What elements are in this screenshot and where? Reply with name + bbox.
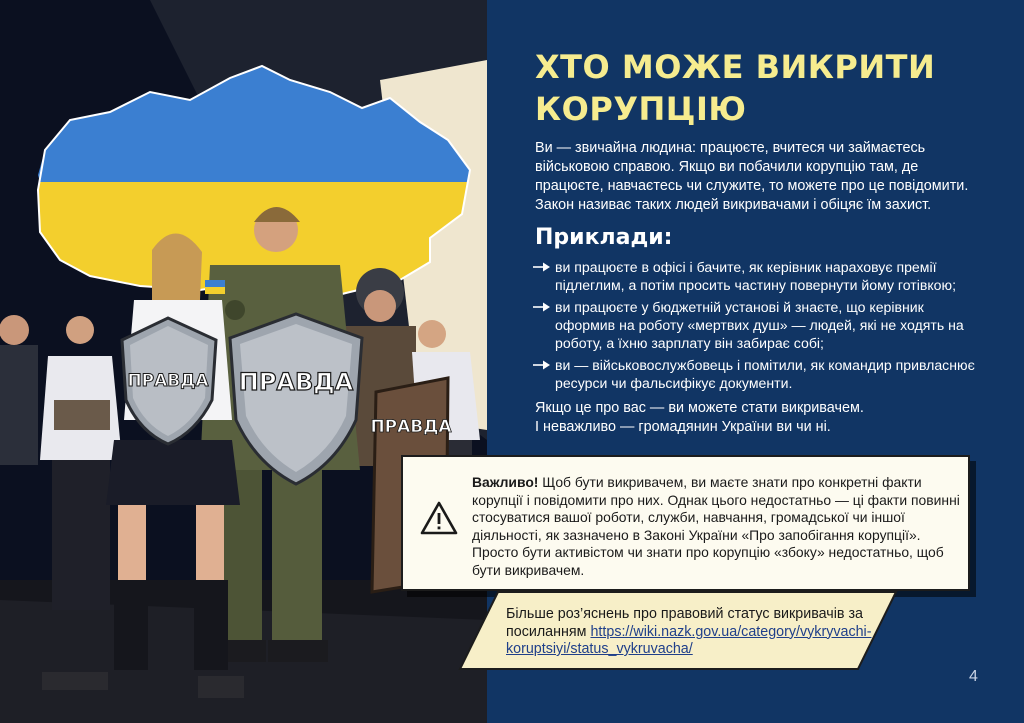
example-text: ви — військовослужбовець і помітили, як командир привласнює ресурси чи фальсифікує документи.	[555, 357, 975, 391]
notice-text	[472, 474, 962, 580]
examples-heading: Приклади:	[535, 225, 673, 250]
comic-illustration	[0, 0, 487, 723]
outro-paragraph	[535, 399, 975, 437]
arrow-bullet-icon	[533, 261, 551, 273]
notice-strong: Важливо!	[472, 474, 539, 490]
example-item	[531, 258, 976, 294]
important-notice	[401, 455, 970, 591]
outro-line-1: Якщо це про вас — ви можете стати викривачем.	[535, 400, 864, 416]
page-title: ХТО МОЖЕ ВИКРИТИ КОРУПЦІЮ	[535, 48, 936, 128]
link-prefix: Більше роз’яснень про правовий статус викривачів за посиланням	[506, 606, 863, 640]
example-item	[531, 356, 976, 392]
illustration-scene	[0, 0, 487, 723]
warning-triangle-icon	[420, 501, 458, 535]
example-text: ви працюєте в офісі і бачите, як керівник нараховує премії підлеглим, а потім просить частину повернути йому готівкою;	[555, 259, 956, 293]
intro-paragraph: Ви — звичайна людина: працюєте, вчитеся чи займаєтесь військовою справою. Якщо ви побачили корупцію там, де працюєте, навчаєтесь чи служите, то можете про це повідомити. Закон називає таких людей викривачами і обіцяє їм захист.	[535, 140, 969, 213]
examples-list	[531, 258, 976, 396]
page-number: 4	[969, 668, 978, 685]
notice-body: Щоб бути викривачем, ви маєте знати про конкретні факти корупції і повідомити про них. Однак цього недостатньо — ці факти повинні стосуватися вашої роботи, служби, навчання, громадської чи іншої діяльності, як зазначено в Законі України «Про запобігання корупції». Просто бути активістом чи знати про корупцію «збоку» недостатньо, щоб бути викривачем.	[472, 474, 960, 578]
link-callout	[458, 590, 898, 671]
shield-text-1: ПРАВДА	[127, 371, 209, 391]
shield-text-3: ПРАВДА	[370, 417, 452, 437]
status-link[interactable]: https://wiki.nazk.gov.ua/category/vykryvachi-koruptsiyi/status_vykruvacha/	[506, 623, 872, 657]
example-item	[531, 298, 976, 352]
example-text: ви працюєте у бюджетній установі й знаєте, що керівник оформив на роботу «мертвих душ» — людей, які не ходять на роботу, а їхню зарплату він забирає собі;	[555, 299, 964, 351]
arrow-bullet-icon	[533, 359, 551, 371]
outro-line-2: І неважливо — громадянин України ви чи ні.	[535, 419, 831, 435]
arrow-bullet-icon	[533, 301, 551, 313]
link-text	[506, 606, 886, 659]
shield-text-2: ПРАВДА	[238, 368, 354, 396]
